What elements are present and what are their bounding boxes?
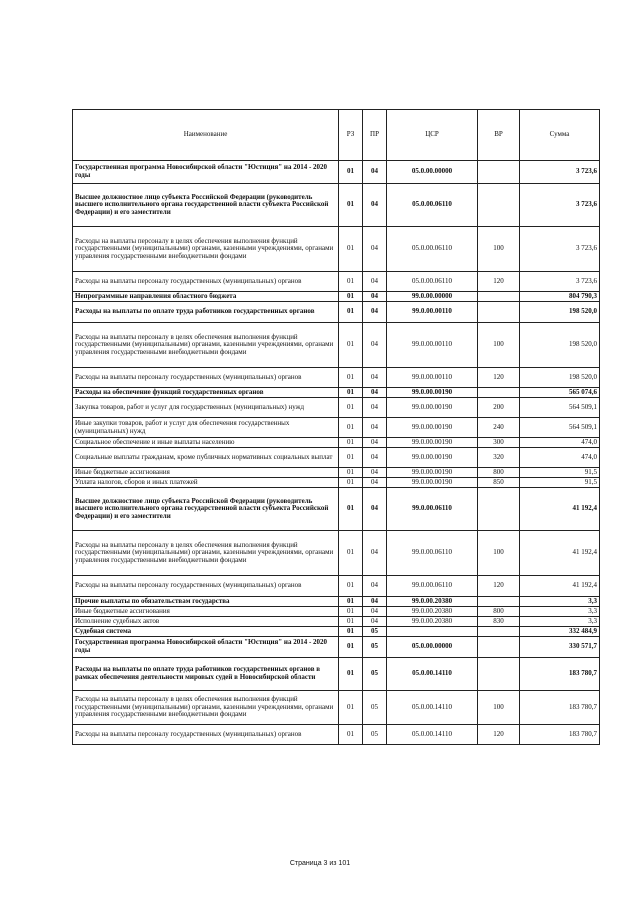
table-row <box>73 438 600 448</box>
cell-vr <box>478 388 520 398</box>
cell-sum: 804 790,3 <box>520 292 600 302</box>
table-row <box>73 691 600 725</box>
cell-name: Высшее должностное лицо субъекта Российской Федерации (руководитель высшего исполнительного органа государственной власти субъекта Российской Федерации) и его заместители <box>73 488 339 531</box>
cell-rz: 01 <box>339 617 363 627</box>
cell-name: Иные бюджетные ассигнования <box>73 468 339 478</box>
cell-csr: 05.0.00.00000 <box>387 161 478 184</box>
cell-rz: 01 <box>339 478 363 488</box>
cell-pr: 04 <box>363 576 387 597</box>
table-row <box>73 478 600 488</box>
cell-csr: 05.0.00.06110 <box>387 227 478 272</box>
cell-vr <box>478 184 520 227</box>
cell-name: Государственная программа Новосибирской области "Юстиция" на 2014 - 2020 годы <box>73 161 339 184</box>
table-row <box>73 617 600 627</box>
cell-vr: 320 <box>478 448 520 468</box>
cell-name: Расходы на выплаты по оплате труда работников государственных органов <box>73 302 339 323</box>
cell-rz: 01 <box>339 725 363 745</box>
cell-rz: 01 <box>339 597 363 607</box>
table-row <box>73 531 600 576</box>
cell-rz: 01 <box>339 488 363 531</box>
cell-csr: 99.0.00.00110 <box>387 302 478 323</box>
table-row <box>73 388 600 398</box>
cell-pr: 04 <box>363 418 387 438</box>
cell-rz: 01 <box>339 576 363 597</box>
cell-sum: 565 074,6 <box>520 388 600 398</box>
cell-pr: 05 <box>363 725 387 745</box>
table-row <box>73 368 600 388</box>
cell-name: Расходы на выплаты персоналу государственных (муниципальных) органов <box>73 272 339 292</box>
cell-name: Закупка товаров, работ и услуг для государственных (муниципальных) нужд <box>73 398 339 418</box>
cell-pr: 05 <box>363 627 387 637</box>
cell-pr: 04 <box>363 323 387 368</box>
cell-name: Высшее должностное лицо субъекта Российской Федерации (руководитель высшего исполнительного органа государственной власти субъекта Российской Федерации) и его заместители <box>73 184 339 227</box>
cell-rz: 01 <box>339 272 363 292</box>
cell-rz: 01 <box>339 227 363 272</box>
cell-vr: 850 <box>478 478 520 488</box>
cell-name: Расходы на выплаты по оплате труда работников государственных органов в рамках обеспечения деятельности мировых судей в Новосибирской области <box>73 658 339 691</box>
cell-vr: 100 <box>478 323 520 368</box>
cell-sum: 474,0 <box>520 438 600 448</box>
cell-rz: 01 <box>339 627 363 637</box>
cell-pr: 04 <box>363 607 387 617</box>
cell-csr: 99.0.00.00190 <box>387 478 478 488</box>
cell-pr: 04 <box>363 531 387 576</box>
cell-csr: 99.0.00.00190 <box>387 448 478 468</box>
table-row <box>73 725 600 745</box>
cell-csr: 99.0.00.06110 <box>387 488 478 531</box>
cell-rz: 01 <box>339 637 363 658</box>
cell-csr: 05.0.00.00000 <box>387 637 478 658</box>
cell-rz: 01 <box>339 691 363 725</box>
cell-csr: 99.0.00.00110 <box>387 323 478 368</box>
table-row <box>73 398 600 418</box>
cell-csr: 05.0.00.06110 <box>387 272 478 292</box>
cell-vr <box>478 292 520 302</box>
table-row <box>73 184 600 227</box>
cell-vr <box>478 627 520 637</box>
cell-rz: 01 <box>339 448 363 468</box>
cell-vr: 200 <box>478 398 520 418</box>
cell-pr: 04 <box>363 161 387 184</box>
cell-name: Судебная система <box>73 627 339 637</box>
cell-csr: 05.0.00.14110 <box>387 691 478 725</box>
cell-name: Непрограммные направления областного бюджета <box>73 292 339 302</box>
table-row <box>73 488 600 531</box>
cell-csr: 99.0.00.06110 <box>387 576 478 597</box>
header-pr: ПР <box>363 110 387 161</box>
cell-sum: 41 192,4 <box>520 488 600 531</box>
cell-csr: 05.0.00.14110 <box>387 658 478 691</box>
cell-sum: 3 723,6 <box>520 227 600 272</box>
cell-sum: 41 192,4 <box>520 531 600 576</box>
cell-rz: 01 <box>339 184 363 227</box>
cell-sum: 3,3 <box>520 607 600 617</box>
cell-name: Уплата налогов, сборов и иных платежей <box>73 478 339 488</box>
cell-pr: 04 <box>363 292 387 302</box>
cell-csr: 99.0.00.00190 <box>387 438 478 448</box>
cell-vr: 800 <box>478 607 520 617</box>
header-rz: РЗ <box>339 110 363 161</box>
cell-sum: 183 780,7 <box>520 725 600 745</box>
cell-vr: 100 <box>478 531 520 576</box>
cell-csr: 99.0.00.06110 <box>387 531 478 576</box>
cell-sum: 3 723,6 <box>520 272 600 292</box>
cell-csr: 99.0.00.00190 <box>387 388 478 398</box>
cell-sum: 3 723,6 <box>520 184 600 227</box>
cell-pr: 04 <box>363 448 387 468</box>
cell-vr: 120 <box>478 368 520 388</box>
cell-pr: 04 <box>363 597 387 607</box>
table-row <box>73 576 600 597</box>
cell-csr: 99.0.00.20380 <box>387 597 478 607</box>
cell-csr: 99.0.00.00190 <box>387 418 478 438</box>
budget-table-sheet <box>72 109 599 745</box>
cell-vr: 100 <box>478 691 520 725</box>
cell-sum: 183 780,7 <box>520 691 600 725</box>
page-number: Страница 3 из 101 <box>289 860 351 867</box>
cell-name: Расходы на выплаты персоналу в целях обеспечения выполнения функций государственными (муниципальными) органами, казенными учреждениями, органами управления государственными внебюджетными фондами <box>73 691 339 725</box>
cell-rz: 01 <box>339 658 363 691</box>
header-vr: ВР <box>478 110 520 161</box>
cell-vr <box>478 637 520 658</box>
cell-pr: 04 <box>363 438 387 448</box>
table-row <box>73 448 600 468</box>
cell-pr: 04 <box>363 398 387 418</box>
cell-rz: 01 <box>339 388 363 398</box>
cell-rz: 01 <box>339 531 363 576</box>
cell-sum: 3,3 <box>520 597 600 607</box>
cell-csr <box>387 627 478 637</box>
cell-name: Социальные выплаты гражданам, кроме публичных нормативных социальных выплат <box>73 448 339 468</box>
table-row <box>73 468 600 478</box>
cell-name: Расходы на выплаты персоналу в целях обеспечения выполнения функций государственными (муниципальными) органами, казенными учреждениями, органами управления государственными внебюджетными фондами <box>73 227 339 272</box>
cell-sum: 41 192,4 <box>520 576 600 597</box>
cell-sum: 330 571,7 <box>520 637 600 658</box>
cell-csr: 05.0.00.06110 <box>387 184 478 227</box>
cell-sum: 198 520,0 <box>520 368 600 388</box>
cell-pr: 04 <box>363 478 387 488</box>
cell-pr: 04 <box>363 272 387 292</box>
table-row <box>73 323 600 368</box>
cell-csr: 05.0.00.14110 <box>387 725 478 745</box>
cell-sum: 198 520,0 <box>520 302 600 323</box>
cell-pr: 05 <box>363 658 387 691</box>
cell-pr: 04 <box>363 617 387 627</box>
cell-csr: 99.0.00.00190 <box>387 468 478 478</box>
cell-vr <box>478 161 520 184</box>
cell-name: Расходы на выплаты персоналу государственных (муниципальных) органов <box>73 725 339 745</box>
cell-csr: 99.0.00.00110 <box>387 368 478 388</box>
cell-csr: 99.0.00.00190 <box>387 398 478 418</box>
cell-name: Расходы на выплаты персоналу государственных (муниципальных) органов <box>73 368 339 388</box>
cell-rz: 01 <box>339 161 363 184</box>
table-row <box>73 292 600 302</box>
table-row <box>73 607 600 617</box>
table-row <box>73 302 600 323</box>
cell-rz: 01 <box>339 398 363 418</box>
cell-vr: 830 <box>478 617 520 627</box>
cell-vr: 100 <box>478 227 520 272</box>
cell-name: Исполнение судебных актов <box>73 617 339 627</box>
cell-vr: 300 <box>478 438 520 448</box>
cell-sum: 91,5 <box>520 468 600 478</box>
cell-csr: 99.0.00.00000 <box>387 292 478 302</box>
cell-sum: 3 723,6 <box>520 161 600 184</box>
cell-sum: 183 780,7 <box>520 658 600 691</box>
cell-sum: 474,0 <box>520 448 600 468</box>
cell-rz: 01 <box>339 368 363 388</box>
cell-sum: 91,5 <box>520 478 600 488</box>
cell-rz: 01 <box>339 323 363 368</box>
cell-pr: 04 <box>363 468 387 478</box>
cell-pr: 04 <box>363 488 387 531</box>
cell-vr: 120 <box>478 725 520 745</box>
cell-sum: 3,3 <box>520 617 600 627</box>
table-row <box>73 627 600 637</box>
header-sum: Сумма <box>520 110 600 161</box>
cell-vr <box>478 658 520 691</box>
cell-name: Социальное обеспечение и иные выплаты населению <box>73 438 339 448</box>
cell-rz: 01 <box>339 438 363 448</box>
table-row <box>73 658 600 691</box>
cell-name: Расходы на выплаты персоналу государственных (муниципальных) органов <box>73 576 339 597</box>
cell-pr: 05 <box>363 637 387 658</box>
cell-pr: 05 <box>363 691 387 725</box>
cell-rz: 01 <box>339 418 363 438</box>
cell-pr: 04 <box>363 302 387 323</box>
cell-sum: 198 520,0 <box>520 323 600 368</box>
cell-pr: 04 <box>363 184 387 227</box>
table-row <box>73 272 600 292</box>
cell-vr <box>478 302 520 323</box>
cell-vr: 120 <box>478 576 520 597</box>
cell-sum: 564 509,1 <box>520 418 600 438</box>
header-csr: ЦСР <box>387 110 478 161</box>
cell-rz: 01 <box>339 468 363 478</box>
cell-sum: 564 509,1 <box>520 398 600 418</box>
cell-name: Прочие выплаты по обязательствам государства <box>73 597 339 607</box>
budget-table <box>72 109 600 745</box>
cell-csr: 99.0.00.20380 <box>387 617 478 627</box>
cell-rz: 01 <box>339 292 363 302</box>
table-row <box>73 161 600 184</box>
cell-name: Иные закупки товаров, работ и услуг для обеспечения государственных (муниципальных) нужд <box>73 418 339 438</box>
cell-pr: 04 <box>363 388 387 398</box>
cell-name: Иные бюджетные ассигнования <box>73 607 339 617</box>
cell-csr: 99.0.00.20380 <box>387 607 478 617</box>
header-name: Наименование <box>73 110 339 161</box>
cell-name: Расходы на выплаты персоналу в целях обеспечения выполнения функций государственными (муниципальными) органами, казенными учреждениями, органами управления государственными внебюджетными фондами <box>73 323 339 368</box>
table-row <box>73 597 600 607</box>
cell-rz: 01 <box>339 607 363 617</box>
cell-sum: 332 484,9 <box>520 627 600 637</box>
cell-vr: 120 <box>478 272 520 292</box>
cell-name: Расходы на выплаты персоналу в целях обеспечения выполнения функций государственными (муниципальными) органами, казенными учреждениями, органами управления государственными внебюджетными фондами <box>73 531 339 576</box>
cell-vr <box>478 488 520 531</box>
cell-name: Расходы на обеспечение функций государственных органов <box>73 388 339 398</box>
cell-vr <box>478 597 520 607</box>
cell-name: Государственная программа Новосибирской области "Юстиция" на 2014 - 2020 годы <box>73 637 339 658</box>
cell-vr: 800 <box>478 468 520 478</box>
cell-vr: 240 <box>478 418 520 438</box>
cell-pr: 04 <box>363 368 387 388</box>
table-body <box>73 161 600 745</box>
cell-pr: 04 <box>363 227 387 272</box>
table-header-row <box>73 110 600 161</box>
table-row <box>73 418 600 438</box>
table-row <box>73 637 600 658</box>
cell-rz: 01 <box>339 302 363 323</box>
table-row <box>73 227 600 272</box>
